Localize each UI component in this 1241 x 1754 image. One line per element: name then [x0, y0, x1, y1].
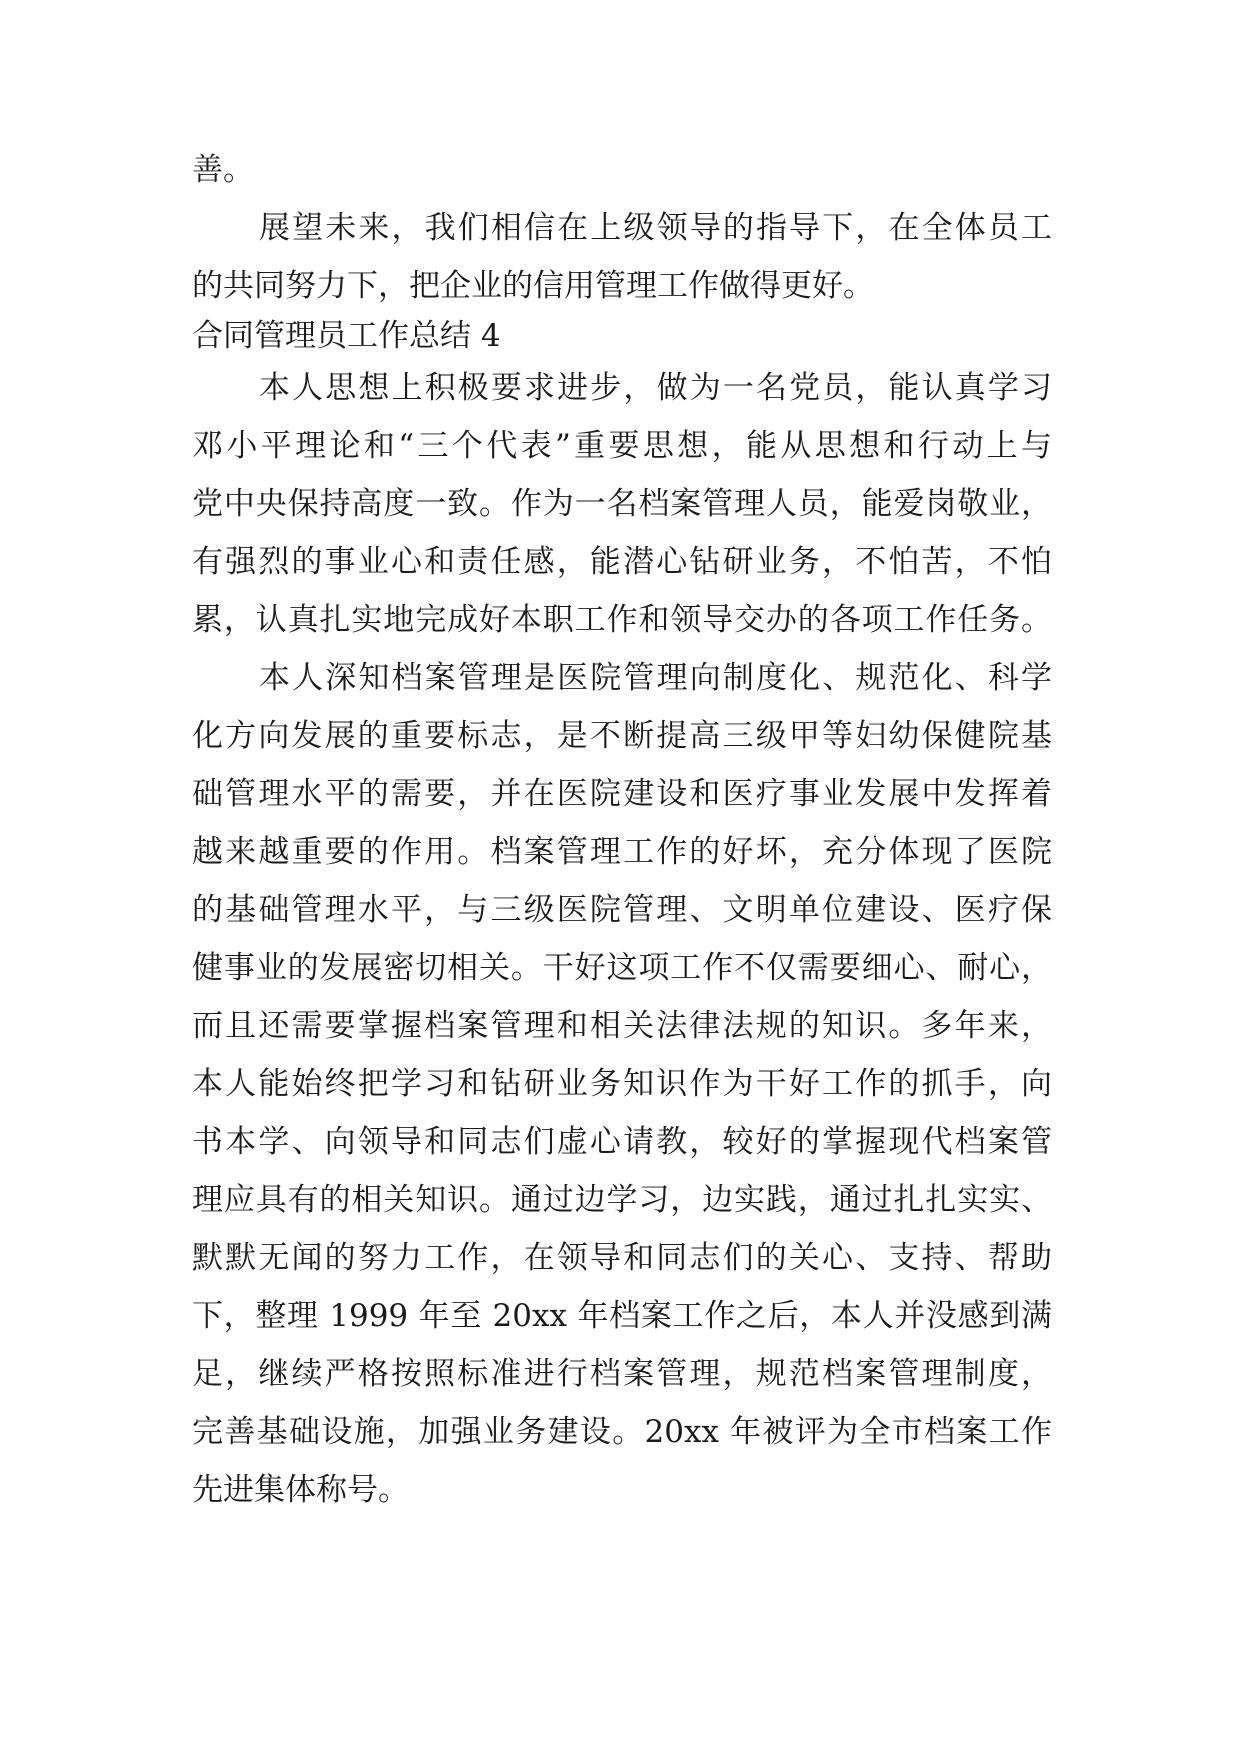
paragraph-line: 而且还需要掌握档案管理和相关法律法规的知识。多年来， [192, 1008, 1052, 1044]
paragraph-line: 累，认真扎实地完成好本职工作和领导交办的各项工作任务。 [192, 602, 1052, 638]
paragraph-line: 展望未来，我们相信在上级领导的指导下，在全体员工 [259, 210, 1052, 246]
paragraph-line: 健事业的发展密切相关。干好这项工作不仅需要细心、耐心， [192, 950, 1052, 986]
paragraph-line: 完善基础设施，加强业务建设。20xx 年被评为全市档案工作 [192, 1414, 1052, 1450]
paragraph-line: 本人思想上积极要求进步，做为一名党员，能认真学习 [259, 370, 1052, 406]
paragraph-line: 下，整理 1999 年至 20xx 年档案工作之后，本人并没感到满 [192, 1298, 1052, 1334]
paragraph-line: 书本学、向领导和同志们虚心请教，较好的掌握现代档案管 [192, 1124, 1052, 1160]
paragraph-line: 理应具有的相关知识。通过边学习，边实践，通过扎扎实实、 [192, 1182, 1052, 1218]
paragraph-line: 默默无闻的努力工作，在领导和同志们的关心、支持、帮助 [192, 1240, 1052, 1276]
paragraph-line: 足，继续严格按照标准进行档案管理，规范档案管理制度， [192, 1356, 1052, 1392]
paragraph-line: 本人能始终把学习和钻研业务知识作为干好工作的抓手，向 [192, 1066, 1052, 1102]
paragraph-line: 善。 [192, 152, 254, 188]
section-heading: 合同管理员工作总结 4 [192, 318, 501, 354]
paragraph-line: 先进集体称号。 [192, 1472, 409, 1508]
paragraph-line: 党中央保持高度一致。作为一名档案管理人员，能爱岗敬业， [192, 486, 1052, 522]
paragraph-line: 越来越重要的作用。档案管理工作的好坏，充分体现了医院 [192, 834, 1052, 870]
paragraph-line: 邓小平理论和“三个代表”重要思想，能从思想和行动上与 [192, 428, 1052, 464]
paragraph-line: 本人深知档案管理是医院管理向制度化、规范化、科学 [259, 660, 1052, 696]
paragraph-line: 有强烈的事业心和责任感，能潜心钻研业务，不怕苦，不怕 [192, 544, 1052, 580]
paragraph-line: 础管理水平的需要，并在医院建设和医疗事业发展中发挥着 [192, 776, 1052, 812]
paragraph-line: 化方向发展的重要标志，是不断提高三级甲等妇幼保健院基 [192, 718, 1052, 754]
paragraph-line: 的基础管理水平，与三级医院管理、文明单位建设、医疗保 [192, 892, 1052, 928]
paragraph-line: 的共同努力下，把企业的信用管理工作做得更好。 [192, 268, 874, 304]
